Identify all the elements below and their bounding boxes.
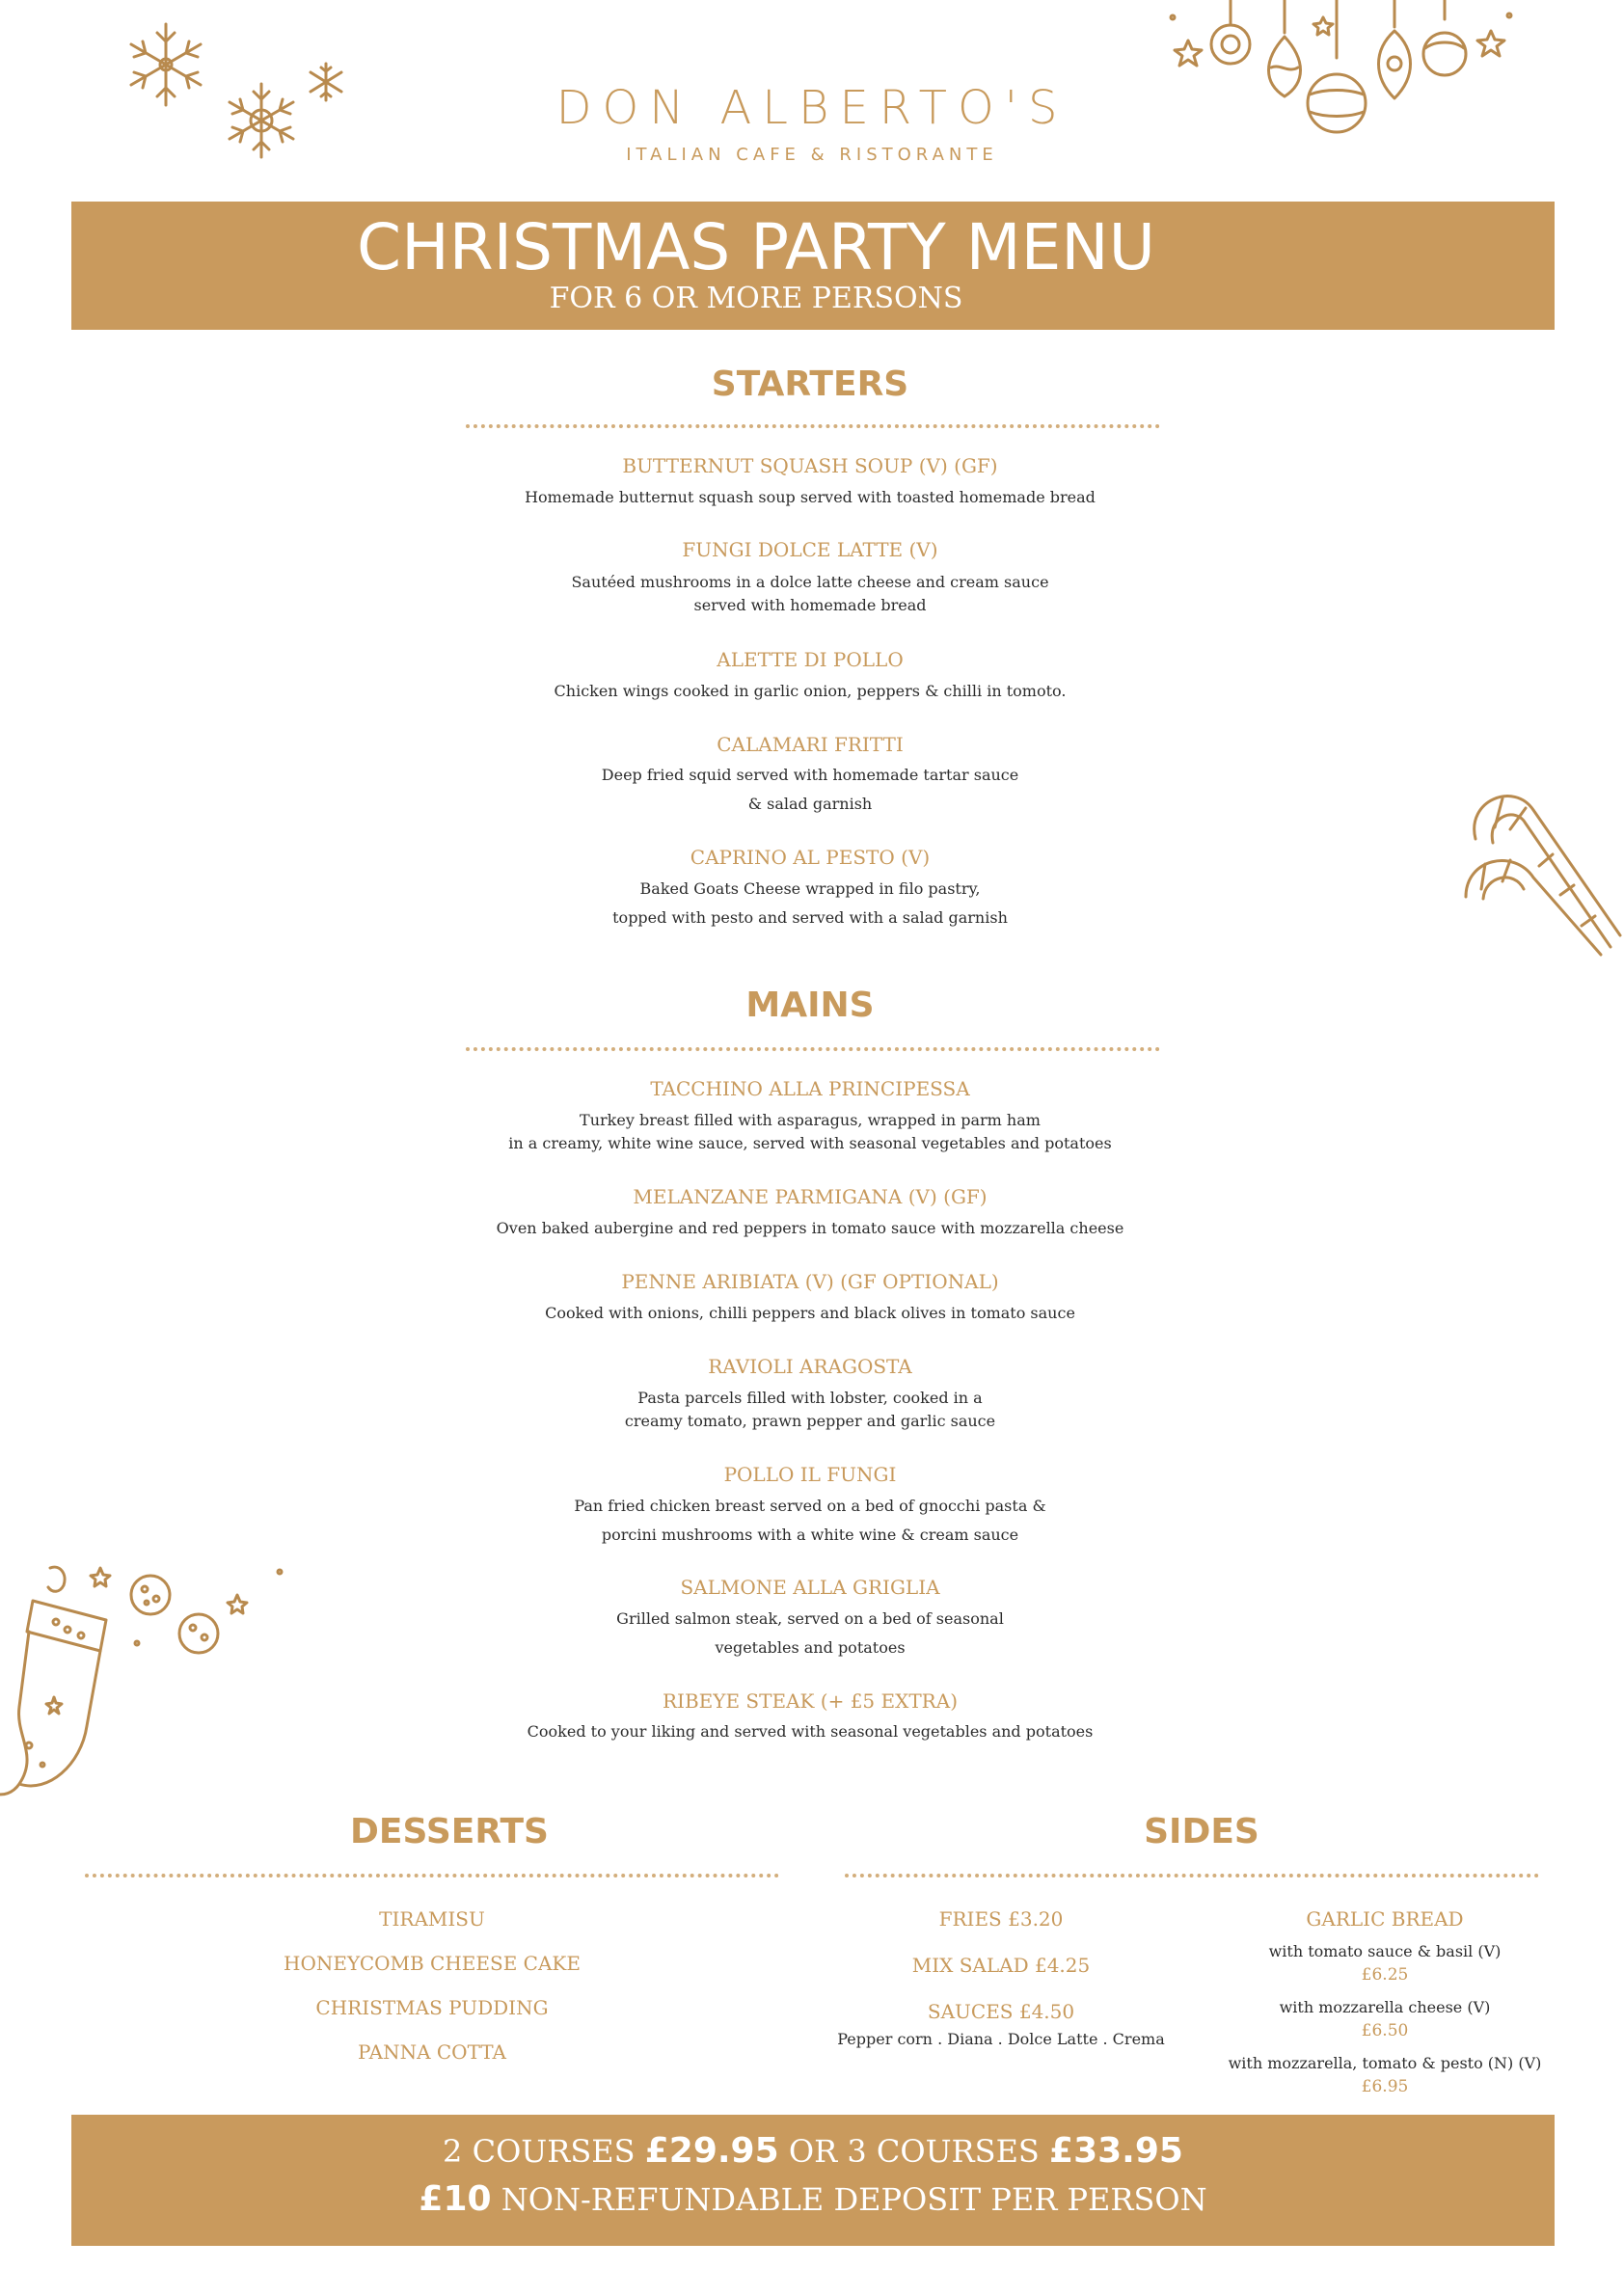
garlic-bread-option: with tomato sauce & basil (V) <box>1268 1942 1502 1960</box>
starter-desc: topped with pesto and served with a salad garnish <box>612 908 1008 927</box>
two-course-price: £29.95 <box>644 2131 779 2171</box>
cookie-icon <box>87 1560 289 1666</box>
side-name: SAUCES £4.50 <box>927 2000 1075 2023</box>
main-desc: vegetables and potatoes <box>715 1638 906 1657</box>
desserts-heading: DESSERTS <box>350 1812 549 1851</box>
garlic-bread-price: £6.25 <box>1361 1965 1409 1985</box>
starter-name: CAPRINO AL PESTO (V) <box>690 846 931 869</box>
deposit-amount: £10 <box>419 2179 492 2219</box>
main-desc: creamy tomato, prawn pepper and garlic sauce <box>624 1412 996 1430</box>
starter-desc: Homemade butternut squash soup served with toasted homemade bread <box>525 488 1096 506</box>
sides-heading: SIDES <box>1144 1812 1259 1851</box>
menu-title: CHRISTMAS PARTY MENU <box>357 210 1155 284</box>
starter-desc: Baked Goats Cheese wrapped in filo pastry, <box>639 879 981 898</box>
pricing-line <box>71 2131 1555 2171</box>
three-course-price: £33.95 <box>1049 2131 1183 2171</box>
mains-divider <box>466 1047 1160 1051</box>
main-desc: Turkey breast filled with asparagus, wrapped in parm ham <box>580 1111 1041 1129</box>
pricing-text: OR 3 COURSES <box>778 2133 1050 2170</box>
starter-name: FUNGI DOLCE LATTE (V) <box>682 538 938 561</box>
garlic-bread-name: GARLIC BREAD <box>1306 1907 1464 1931</box>
brand-name: DON ALBERTO'S <box>555 81 1069 135</box>
garlic-bread-price: £6.50 <box>1361 2021 1409 2040</box>
starter-name: BUTTERNUT SQUASH SOUP (V) (GF) <box>622 454 998 477</box>
main-name: MELANZANE PARMIGANA (V) (GF) <box>633 1185 988 1208</box>
main-desc: in a creamy, white wine sauce, served with seasonal vegetables and potatoes <box>508 1134 1112 1152</box>
garlic-bread-option: with mozzarella, tomato & pesto (N) (V) <box>1228 2054 1542 2072</box>
side-name: FRIES £3.20 <box>938 1907 1064 1931</box>
pricing-text: 2 COURSES <box>443 2133 645 2170</box>
starter-desc: Sautéed mushrooms in a dolce latte cheese and cream sauce <box>571 573 1049 591</box>
main-name: SALMONE ALLA GRIGLIA <box>680 1576 940 1599</box>
starter-desc: Deep fried squid served with homemade tartar sauce <box>601 766 1019 784</box>
dessert-name: HONEYCOMB CHEESE CAKE <box>284 1952 581 1975</box>
main-desc: Pasta parcels filled with lobster, cooked in a <box>637 1389 983 1407</box>
dessert-name: TIRAMISU <box>379 1907 485 1931</box>
main-name: PENNE ARIBIATA (V) (GF OPTIONAL) <box>621 1270 999 1293</box>
main-desc: Pan fried chicken breast served on a bed of gnocchi pasta & <box>574 1497 1046 1515</box>
main-desc: porcini mushrooms with a white wine & cream sauce <box>601 1526 1019 1544</box>
starter-name: ALETTE DI POLLO <box>717 648 904 671</box>
candy-cane-icon <box>1456 771 1624 964</box>
starter-desc: Chicken wings cooked in garlic onion, peppers & chilli in tomoto. <box>554 682 1067 700</box>
desserts-divider <box>85 1874 779 1877</box>
main-desc: Grilled salmon steak, served on a bed of seasonal <box>616 1609 1004 1628</box>
dessert-name: PANNA COTTA <box>358 2040 506 2064</box>
side-desc: Pepper corn . Diana . Dolce Latte . Crema <box>837 2030 1165 2048</box>
garlic-bread-price: £6.95 <box>1361 2077 1409 2096</box>
brand-tagline: ITALIAN CAFE & RISTORANTE <box>626 145 998 165</box>
main-desc: Cooked with onions, chilli peppers and black olives in tomato sauce <box>545 1304 1075 1322</box>
starter-name: CALAMARI FRITTI <box>717 733 904 756</box>
garlic-bread-option: with mozzarella cheese (V) <box>1279 1998 1491 2016</box>
main-name: RAVIOLI ARAGOSTA <box>708 1355 912 1378</box>
menu-subtitle: FOR 6 OR MORE PERSONS <box>549 282 963 315</box>
starters-heading: STARTERS <box>711 365 909 404</box>
side-name: MIX SALAD £4.25 <box>911 1954 1091 1977</box>
main-desc: Cooked to your liking and served with seasonal vegetables and potatoes <box>527 1722 1094 1741</box>
mains-heading: MAINS <box>745 986 875 1025</box>
deposit-line <box>71 2179 1555 2219</box>
sides-divider <box>845 1874 1539 1877</box>
deposit-text: NON-REFUNDABLE DEPOSIT PER PERSON <box>491 2181 1207 2218</box>
main-name: TACCHINO ALLA PRINCIPESSA <box>650 1077 970 1100</box>
starters-divider <box>466 424 1160 428</box>
main-name: RIBEYE STEAK (+ £5 EXTRA) <box>662 1689 958 1713</box>
starter-desc: & salad garnish <box>747 795 873 813</box>
starter-desc: served with homemade bread <box>693 596 927 614</box>
main-desc: Oven baked aubergine and red peppers in tomato sauce with mozzarella cheese <box>496 1219 1124 1237</box>
dessert-name: CHRISTMAS PUDDING <box>315 1996 549 2019</box>
main-name: POLLO IL FUNGI <box>723 1463 897 1486</box>
